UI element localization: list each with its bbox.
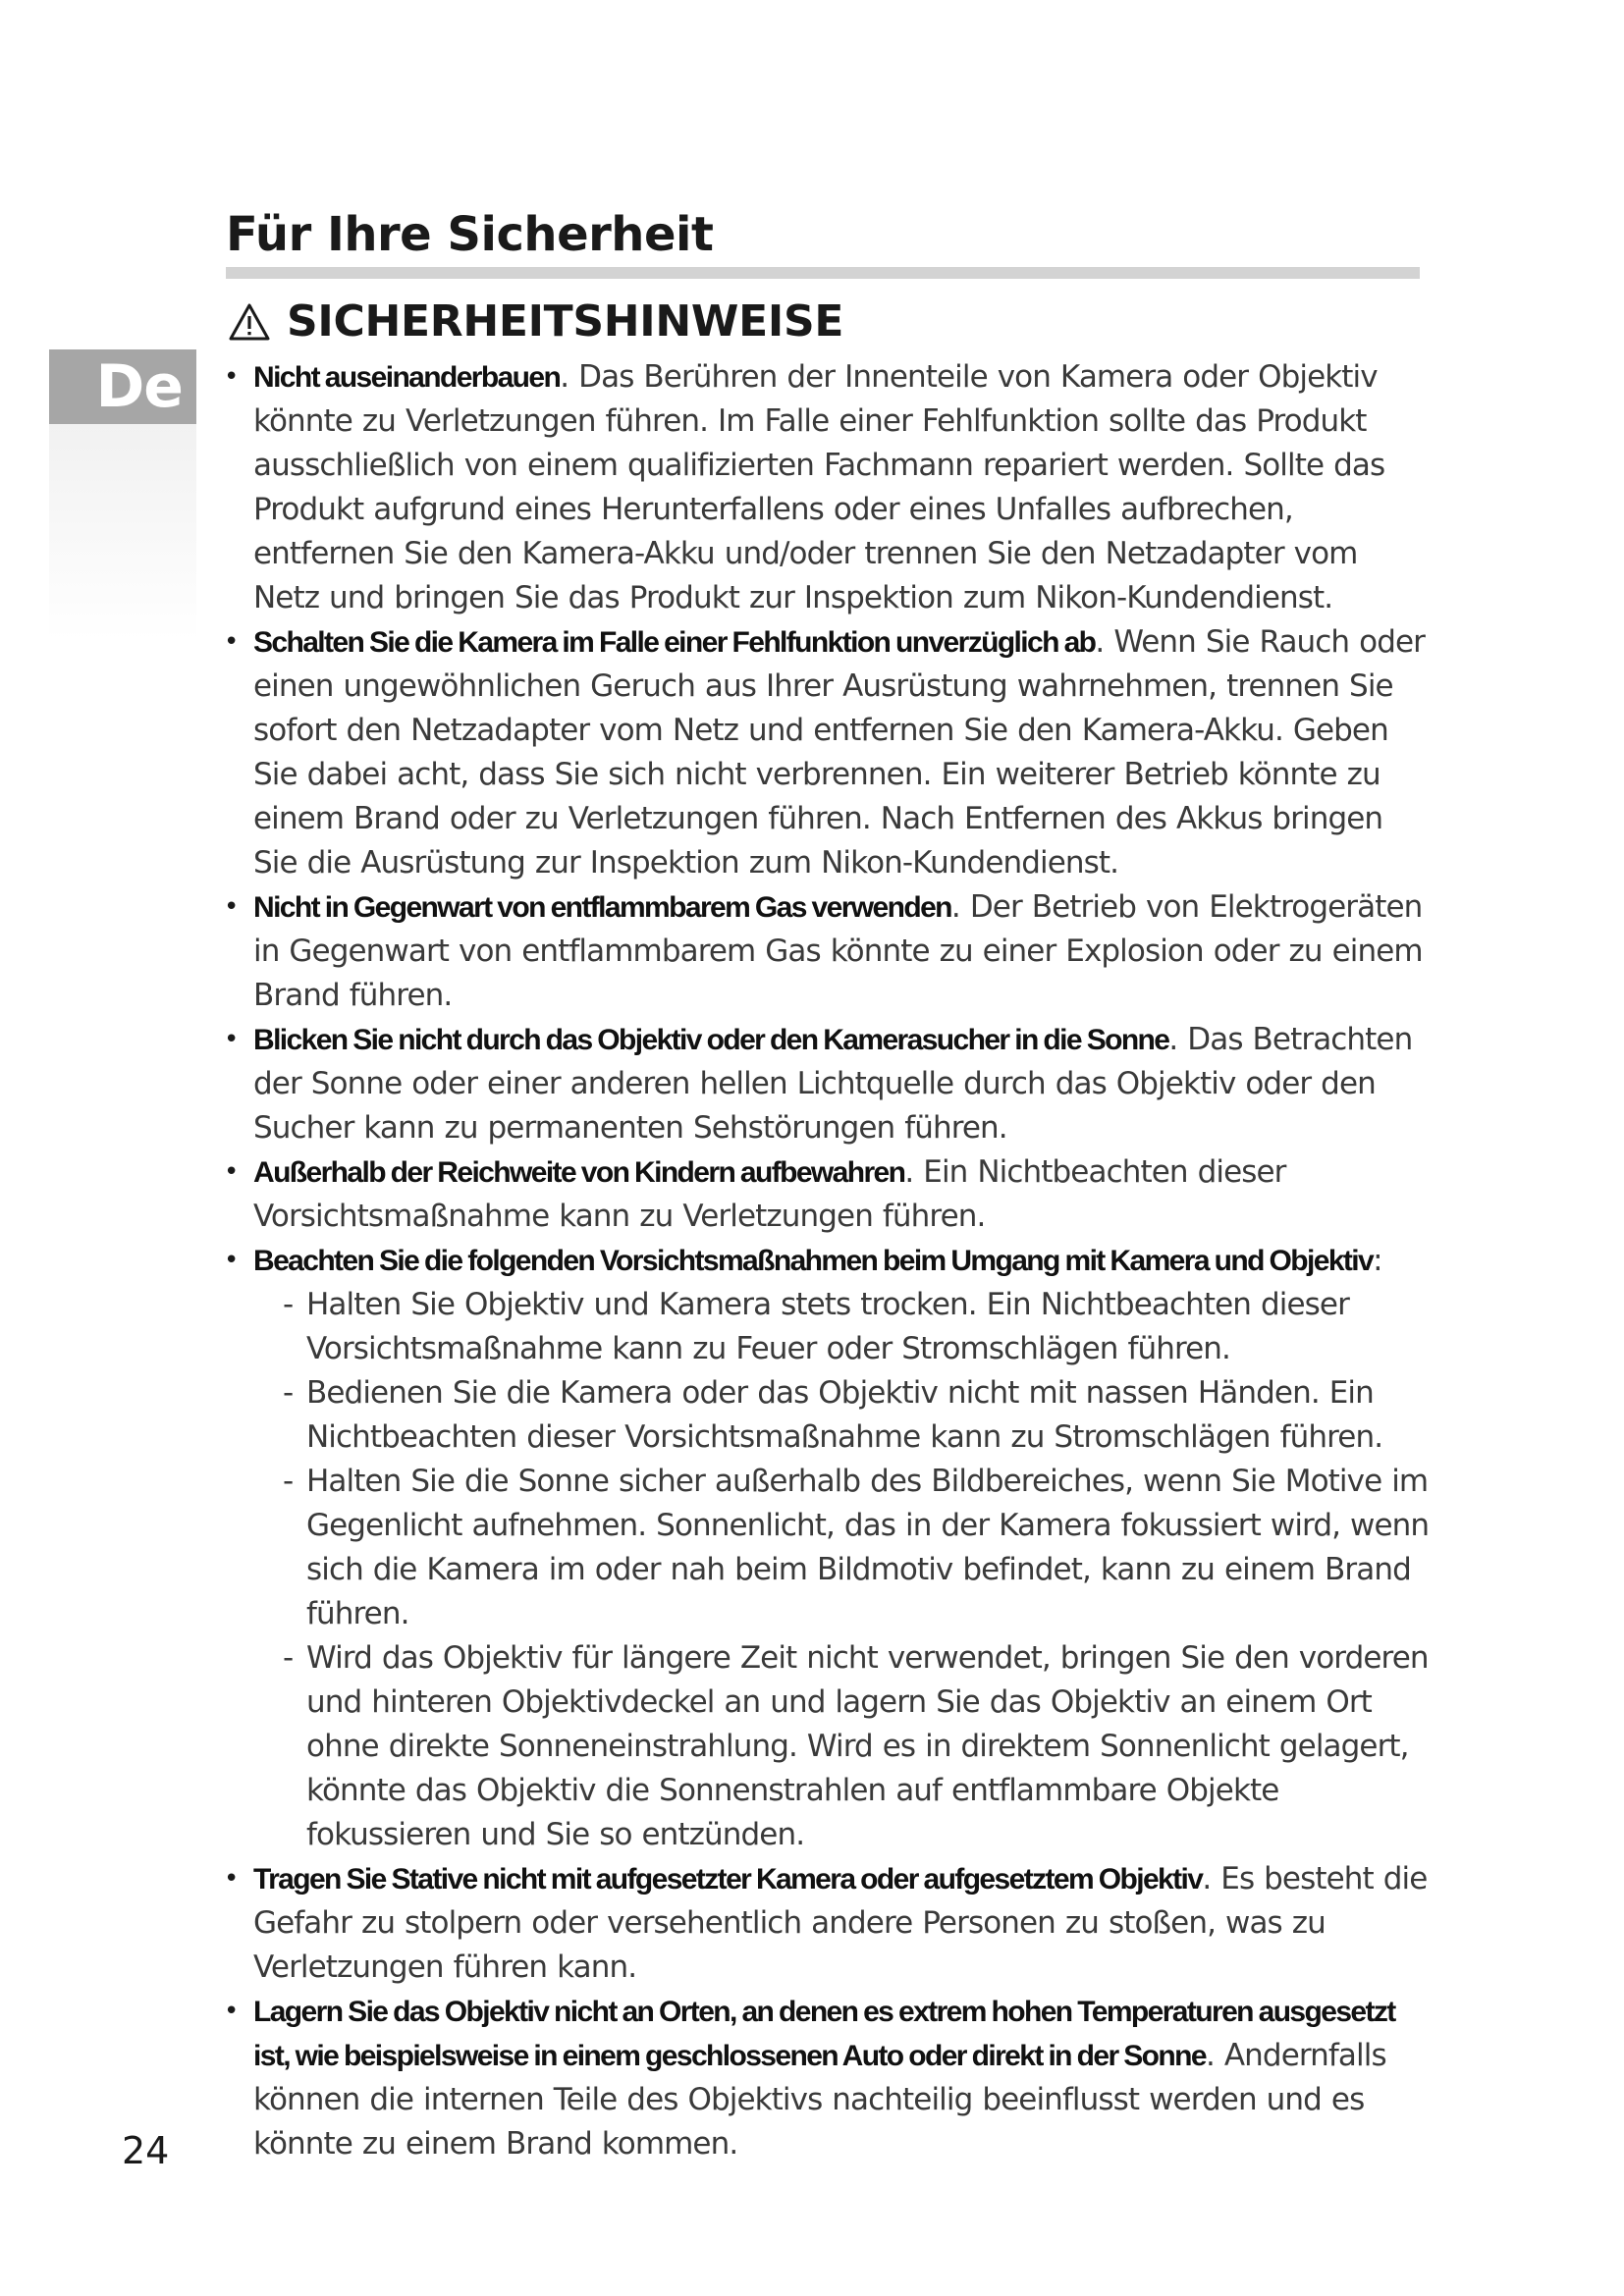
item-text: Ein Nichtbeachten dieser Vorsichtsmaßnahme kann zu Verletzungen führen.: [253, 1154, 1286, 1234]
item-punct: .: [560, 359, 569, 395]
item-text: Das Betrachten der Sonne oder einer anderen hellen Lichtquelle durch das Objektiv oder den Sucher kann zu permanenten Sehstörungen führen.: [253, 1022, 1413, 1146]
item-text: Wenn Sie Rauch oder einen ungewöhnlichen Geruch aus Ihrer Ausrüstung wahrnehmen, trennen Sie sofort den Netzadapter vom Netz und entfernen Sie den Kamera-Akku. Geben Sie dabei acht, dass Sie sich nicht verbrennen. Ein weiterer Betrieb könnte zu einem Brand oder zu Verletzungen führen. Nach Entfernen des Akkus bringen Sie die Ausrüstung zur Inspektion zum Nikon-Kundendienst.: [253, 624, 1425, 881]
item-lead: Schalten Sie die Kamera im Falle einer Fehlfunktion unverzüglich ab: [253, 626, 1096, 659]
item-punct: .: [950, 889, 960, 925]
item-text: Der Betrieb von Elektrogeräten in Gegenwart von entflammbarem Gas könnte zu einer Explosion oder zu einem Brand führen.: [253, 889, 1423, 1013]
list-item: [224, 1239, 1432, 1857]
item-lead: Blicken Sie nicht durch das Objektiv oder den Kamerasucher in die Sonne: [253, 1024, 1169, 1056]
list-item: [224, 620, 1432, 885]
page-title: Für Ihre Sicherheit: [226, 207, 714, 262]
safety-list: [224, 355, 1432, 2166]
item-punct: .: [1202, 1861, 1212, 1896]
item-punct: .: [1168, 1022, 1178, 1057]
section-heading-text: SICHERHEITSHINWEISE: [287, 296, 844, 347]
sub-list-item: - Wird das Objektiv für längere Zeit nicht verwendet, bringen Sie den vorderen und hinteren Objektivdeckel an und lagern Sie das Objektiv an einem Ort ohne direkte Sonneneinstrahlung. Wird es in direktem Sonnenlicht gelagert, könnte das Objektiv die Sonnenstrahlen auf entflammbare Objekte fokussieren und Sie so entzünden.: [253, 1636, 1432, 1857]
warning-triangle-icon: [228, 302, 271, 342]
item-punct: :: [1373, 1243, 1382, 1278]
item-lead: Nicht auseinanderbauen: [253, 361, 561, 394]
item-punct: .: [1095, 624, 1105, 660]
item-text: Das Berühren der Innenteile von Kamera oder Objektiv könnte zu Verletzungen führen. Im Falle einer Fehlfunktion sollte das Produkt ausschließlich von einem qualifizierten Fachmann repariert werden. Sollte das Produkt aufgrund eines Herunterfallens oder eines Unfalles aufbrechen, entfernen Sie den Kamera-Akku und/oder trennen Sie den Netzadapter vom Netz und bringen Sie das Produkt zur Inspektion zum Nikon-Kundendienst.: [253, 359, 1385, 615]
list-item: [224, 1990, 1432, 2166]
precaution-sublist: [253, 1283, 1432, 1857]
section-heading: [228, 296, 844, 347]
language-tab-shadow: [49, 424, 196, 640]
list-item: [224, 1857, 1432, 1990]
item-lead: Außerhalb der Reichweite von Kindern aufbewahren: [253, 1156, 905, 1189]
sub-list-item: - Bedienen Sie die Kamera oder das Objektiv nicht mit nassen Händen. Ein Nichtbeachten dieser Vorsichtsmaßnahme kann zu Stromschlägen führen.: [253, 1371, 1432, 1460]
page-number: 24: [122, 2129, 170, 2172]
item-punct: .: [904, 1154, 914, 1190]
item-lead: Tragen Sie Stative nicht mit aufgesetzter Kamera oder aufgesetztem Objektiv: [253, 1863, 1203, 1896]
sub-list-item: - Halten Sie Objektiv und Kamera stets trocken. Ein Nichtbeachten dieser Vorsichtsmaßnahme kann zu Feuer oder Stromschlägen führen.: [253, 1283, 1432, 1371]
list-item: [224, 1150, 1432, 1239]
item-text: Es besteht die Gefahr zu stolpern oder versehentlich andere Personen zu stoßen, was zu Verletzungen führen kann.: [253, 1861, 1428, 1985]
item-lead: Beachten Sie die folgenden Vorsichtsmaßnahmen beim Umgang mit Kamera und Objektiv: [253, 1245, 1374, 1277]
list-item: [224, 355, 1432, 620]
language-tab: De: [49, 349, 196, 424]
item-punct: .: [1205, 2038, 1215, 2073]
sub-list-item: - Halten Sie die Sonne sicher außerhalb des Bildbereiches, wenn Sie Motive im Gegenlicht aufnehmen. Sonnenlicht, das in der Kamera fokussiert wird, wenn sich die Kamera im oder nah beim Bildmotiv befindet, kann zu einem Brand führen.: [253, 1460, 1432, 1636]
list-item: [224, 1018, 1432, 1150]
safety-content: [224, 355, 1432, 2166]
item-text: Andernfalls können die internen Teile des Objektivs nachteilig beeinflusst werden und es könnte zu einem Brand kommen.: [253, 2038, 1386, 2162]
list-item: [224, 885, 1432, 1018]
title-rule: [226, 267, 1420, 279]
item-lead: Nicht in Gegenwart von entflammbarem Gas verwenden: [253, 891, 951, 924]
item-lead: Lagern Sie das Objektiv nicht an Orten, an denen es extrem hohen Temperaturen ausgesetzt ist, wie beispielsweise in einem geschlossenen Auto oder direkt in der Sonne: [253, 1996, 1395, 2072]
